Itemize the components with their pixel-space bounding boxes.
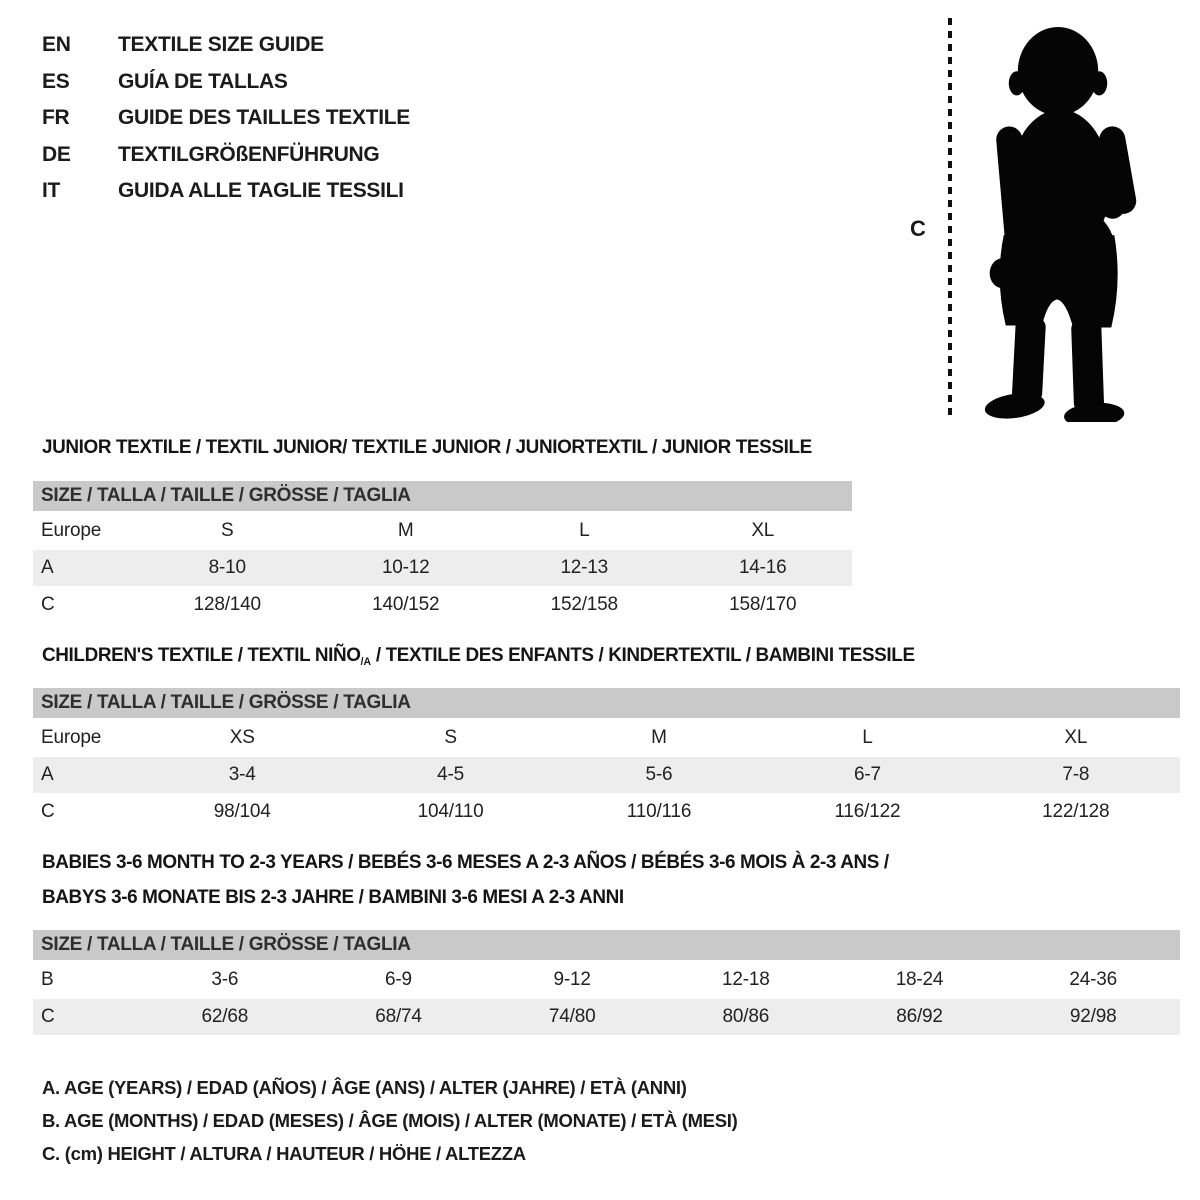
legend-age-years: A. AGE (YEARS) / EDAD (AÑOS) / ÂGE (ANS) / ALTER (JAHRE) / ETÀ (ANNI)	[42, 1077, 687, 1098]
lang-code: DE	[42, 142, 71, 166]
size-cell: XS	[229, 727, 255, 748]
value-cell: 18-24	[895, 969, 944, 990]
lang-title: TEXTILGRÖßENFÜHRUNG	[118, 142, 380, 166]
table-row-age-months	[33, 962, 1180, 998]
value-cell: 12-18	[722, 969, 770, 990]
measurement-legend	[42, 1071, 737, 1170]
value-cell: 104/110	[417, 801, 484, 822]
table-row-height	[33, 794, 1180, 830]
size-cell: XL	[751, 520, 775, 541]
size-cell: M	[651, 727, 667, 748]
height-measure-label: C	[910, 216, 926, 241]
babies-section-title	[42, 851, 889, 909]
lang-row-en	[42, 27, 410, 64]
table-row-height	[33, 587, 852, 623]
table-row-age	[33, 757, 1180, 793]
row-label: A	[41, 764, 54, 785]
value-cell: 122/128	[1042, 801, 1110, 822]
lang-title: GUIDA ALLE TAGLIE TESSILI	[118, 179, 404, 202]
row-label: C	[41, 801, 55, 822]
size-header-bar: SIZE / TALLA / TAILLE / GRÖSSE / TAGLIA	[33, 688, 1180, 718]
lang-title: GUIDE DES TAILLES TEXTILE	[118, 106, 410, 129]
size-cell: M	[397, 520, 414, 541]
value-cell: 5-6	[645, 764, 673, 785]
size-cell: XL	[1064, 727, 1088, 748]
value-cell: 140/152	[372, 594, 440, 615]
lang-code: FR	[42, 106, 70, 129]
children-title-main: CHILDREN'S TEXTILE / TEXTIL NIÑO	[42, 644, 361, 666]
height-figure	[900, 14, 1165, 429]
legend-age-months: B. AGE (MONTHS) / EDAD (MESES) / ÂGE (MOIS) / ALTER (MONATE) / ETÀ (MESI)	[42, 1110, 738, 1131]
size-cell: L	[862, 727, 873, 748]
value-cell: 3-6	[211, 969, 239, 990]
table-row-europe	[33, 513, 852, 549]
size-cell: S	[444, 727, 457, 748]
babies-title-line1: BABIES 3-6 MONTH TO 2-3 YEARS / BEBÉS 3-6 MESES A 2-3 AÑOS / BÉBÉS 3-6 MOIS À 2-3 ANS /	[42, 851, 889, 873]
table-row-europe	[33, 720, 1180, 756]
value-cell: 8-10	[208, 557, 246, 578]
value-cell: 6-7	[853, 764, 881, 785]
value-cell: 74/80	[548, 1006, 596, 1027]
lang-row-es	[42, 64, 410, 101]
value-cell: 80/86	[722, 1006, 770, 1027]
legend-height-cm: C. (cm) HEIGHT / ALTURA / HAUTEUR / HÖHE / ALTEZZA	[42, 1143, 526, 1164]
value-cell: 116/122	[834, 801, 901, 822]
value-cell: 62/68	[201, 1006, 249, 1027]
value-cell: 98/104	[213, 801, 271, 822]
value-cell: 10-12	[381, 557, 430, 578]
size-cell: S	[221, 520, 234, 541]
value-cell: 68/74	[375, 1006, 422, 1027]
value-cell: 158/170	[729, 594, 797, 615]
value-cell: 152/158	[550, 594, 618, 615]
children-section-title	[42, 644, 915, 668]
babies-size-table	[33, 930, 1180, 1036]
value-cell: 128/140	[193, 594, 261, 615]
row-label: B	[41, 969, 54, 990]
lang-code: IT	[42, 179, 61, 202]
value-cell: 86/92	[896, 1006, 943, 1027]
row-label: C	[41, 594, 55, 615]
value-cell: 92/98	[1069, 1006, 1117, 1027]
lang-row-de	[42, 137, 410, 174]
value-cell: 6-9	[385, 969, 412, 990]
size-header-bar: SIZE / TALLA / TAILLE / GRÖSSE / TAGLIA	[33, 481, 852, 511]
height-measure-dashed-line	[948, 18, 952, 418]
junior-size-table	[33, 481, 852, 624]
size-header-bar: SIZE / TALLA / TAILLE / GRÖSSE / TAGLIA	[33, 930, 1180, 960]
row-label: A	[41, 557, 54, 578]
lang-code: ES	[42, 69, 70, 93]
table-row-height	[33, 999, 1180, 1035]
row-label: C	[41, 1006, 55, 1027]
lang-title: TEXTILE SIZE GUIDE	[118, 33, 324, 56]
row-label: Europe	[41, 520, 102, 541]
junior-section-title: JUNIOR TEXTILE / TEXTIL JUNIOR/ TEXTILE JUNIOR / JUNIORTEXTIL / JUNIOR TESSILE	[42, 436, 812, 458]
lang-row-it	[42, 173, 410, 210]
lang-row-fr	[42, 100, 410, 137]
value-cell: 14-16	[738, 557, 787, 578]
size-cell: L	[579, 520, 590, 541]
lang-code: EN	[42, 33, 71, 56]
value-cell: 12-13	[560, 557, 609, 578]
lang-title: GUÍA DE TALLAS	[118, 69, 288, 93]
children-size-table	[33, 688, 1180, 831]
table-row-age	[33, 550, 852, 586]
value-cell: 3-4	[228, 764, 256, 785]
babies-title-line2: BABYS 3-6 MONATE BIS 2-3 JAHRE / BAMBINI 3-6 MESI A 2-3 ANNI	[42, 886, 624, 908]
value-cell: 4-5	[437, 764, 465, 785]
value-cell: 7-8	[1062, 764, 1090, 785]
language-title-list	[42, 27, 410, 210]
children-title-sub: /A	[360, 656, 371, 668]
value-cell: 9-12	[553, 969, 591, 990]
children-title-rest: / TEXTILE DES ENFANTS / KINDERTEXTIL / BAMBINI TESSILE	[370, 644, 915, 666]
value-cell: 24-36	[1069, 969, 1117, 990]
row-label: Europe	[41, 727, 102, 748]
value-cell: 110/116	[626, 801, 692, 822]
toddler-silhouette-icon	[966, 20, 1148, 422]
